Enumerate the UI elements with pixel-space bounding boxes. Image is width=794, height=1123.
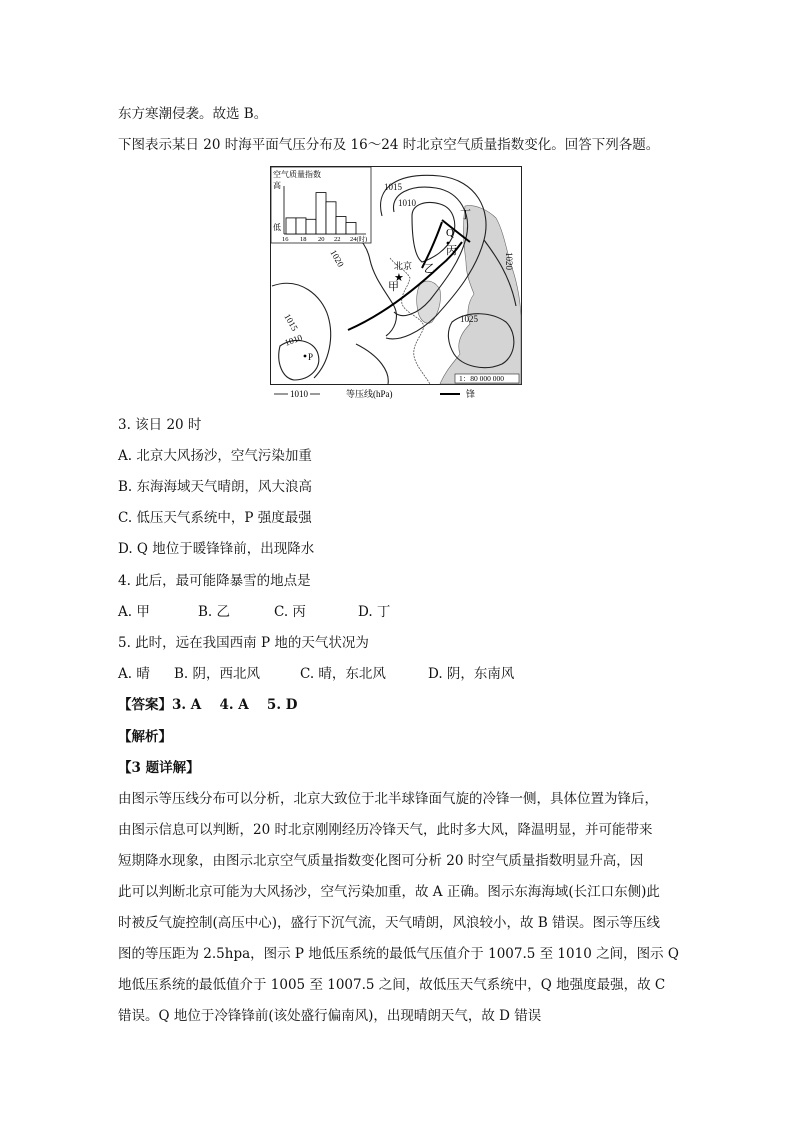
q3-option-c: C. 低压天气系统中，P 强度最强 xyxy=(118,510,312,526)
q5-stem: 5. 此时，远在我国西南 P 地的天气状况为 xyxy=(118,635,369,651)
q3-stem: 3. 该日 20 时 xyxy=(118,417,202,433)
yi-label: 乙 xyxy=(424,263,435,275)
q3-option-b: B. 东海海域天气晴朗，风大浪高 xyxy=(118,479,313,495)
q3-detail-text xyxy=(118,784,678,1032)
isobar-label: 1020 xyxy=(328,248,346,269)
isobar-label: 1010 xyxy=(398,198,416,208)
inset-low: 低 xyxy=(273,223,281,232)
detail-line: 图的等压距为 2.5hpa，图示 P 地低压系统的最低气压值介于 1007.5 至 1010 之间，图示 Q xyxy=(118,946,679,962)
detail-line: 由图示等压线分布可以分析，北京大致位于北半球锋面气旋的冷锋一侧，具体位置为锋后， xyxy=(118,791,658,807)
q5-option-c: C. 晴，东北风 xyxy=(300,666,386,682)
inset-xtick: 16 xyxy=(282,236,289,243)
q5-options xyxy=(118,664,514,684)
inset-bar xyxy=(316,193,326,234)
q4-option-b: B. 乙 xyxy=(198,604,231,620)
q4-option-d: D. 丁 xyxy=(358,604,391,620)
inset-high: 高 xyxy=(273,181,281,190)
detail-line: 地低压系统的最低值介于 1005 至 1007.5 之间，故低压天气系统中，Q 地强度最强，故 C xyxy=(118,977,666,993)
p-label: P xyxy=(308,352,314,362)
inset-xtick: 18 xyxy=(300,236,307,243)
q-label: Q xyxy=(446,227,454,239)
q5-option-b: B. 阴，西北风 xyxy=(174,666,261,682)
legend-isobar-text: 等压线(hPa) xyxy=(346,389,393,399)
q4-stem: 4. 此后，最可能降暴雪的地点是 xyxy=(118,573,311,589)
beijing-star: ★ xyxy=(394,272,404,284)
isobar-label: 1020 xyxy=(504,252,514,270)
inset-xtick: 20 xyxy=(318,236,325,243)
q4-options xyxy=(118,602,390,622)
previous-answer-tail: 东方寒潮侵袭。故选 B。 xyxy=(118,106,268,122)
inset-xtick: 22 xyxy=(334,236,341,243)
map-scale: 1：80 000 000 xyxy=(459,374,504,383)
air-quality-inset xyxy=(271,167,371,243)
q3-option-a: A. 北京大风扬沙，空气污染加重 xyxy=(118,448,312,464)
bing-label: 丙 xyxy=(446,245,457,257)
inset-bar xyxy=(326,202,336,234)
inset-bar xyxy=(346,223,356,235)
detail-line: 由图示信息可以判断，20 时北京刚刚经历冷锋天气，此时多大风，降温明显，并可能带来 xyxy=(118,822,653,838)
isobar-label: 1015 xyxy=(282,312,300,333)
detail-line: 时被反气旋控制(高压中心)，盛行下沉气流，天气晴朗，风浪较小，故 B 错误。图示等压线 xyxy=(118,915,661,931)
inset-bar xyxy=(336,217,346,234)
question-intro: 下图表示某日 20 时海平面气压分布及 16～24 时北京空气质量指数变化。回答下列各题。 xyxy=(118,137,660,153)
legend-front-text: 锋 xyxy=(466,389,476,399)
inset-title: 空气质量指数 xyxy=(273,170,321,179)
inset-bar xyxy=(286,218,296,234)
q5-option-a: A. 晴 xyxy=(118,666,150,682)
q5-option-d: D. 阴，东南风 xyxy=(428,666,515,682)
legend-isobar-sample: 1010 xyxy=(290,389,308,399)
q3-detail-heading: 【3 题详解】 xyxy=(118,760,200,776)
analysis-heading: 【解析】 xyxy=(118,729,172,745)
q4-option-a: A. 甲 xyxy=(118,604,150,620)
map-legend xyxy=(274,388,475,399)
detail-line: 短期降水现象，由图示北京空气质量指数变化图可分析 20 时空气质量指数明显升高，因 xyxy=(118,853,644,869)
isobar-label: 1015 xyxy=(384,182,402,192)
jia-label: 甲 xyxy=(388,281,399,293)
inset-bar xyxy=(296,218,306,234)
inset-bar xyxy=(306,219,316,234)
detail-line: 错误。Q 地位于冷锋锋前(该处盛行偏南风)，出现晴朗天气，故 D 错误 xyxy=(118,1008,542,1024)
beijing-label: 北京 xyxy=(394,261,413,271)
q3-option-d: D. Q 地位于暖锋锋前，出现降水 xyxy=(118,541,315,557)
inset-xtick: 24(时) xyxy=(350,236,368,243)
answer-line: 【答案】3. A 4. A 5. D xyxy=(118,697,298,713)
detail-line: 此可以判断北京可能为大风扬沙，空气污染加重，故 A 正确。图示东海海域(长江口东侧)此 xyxy=(118,884,660,900)
weather-map-figure xyxy=(270,166,522,403)
q4-option-c: C. 丙 xyxy=(274,604,306,620)
ding-label: 丁 xyxy=(460,209,471,221)
isobar-label: 1010 xyxy=(283,332,304,348)
isobar-label: 1025 xyxy=(460,314,478,324)
